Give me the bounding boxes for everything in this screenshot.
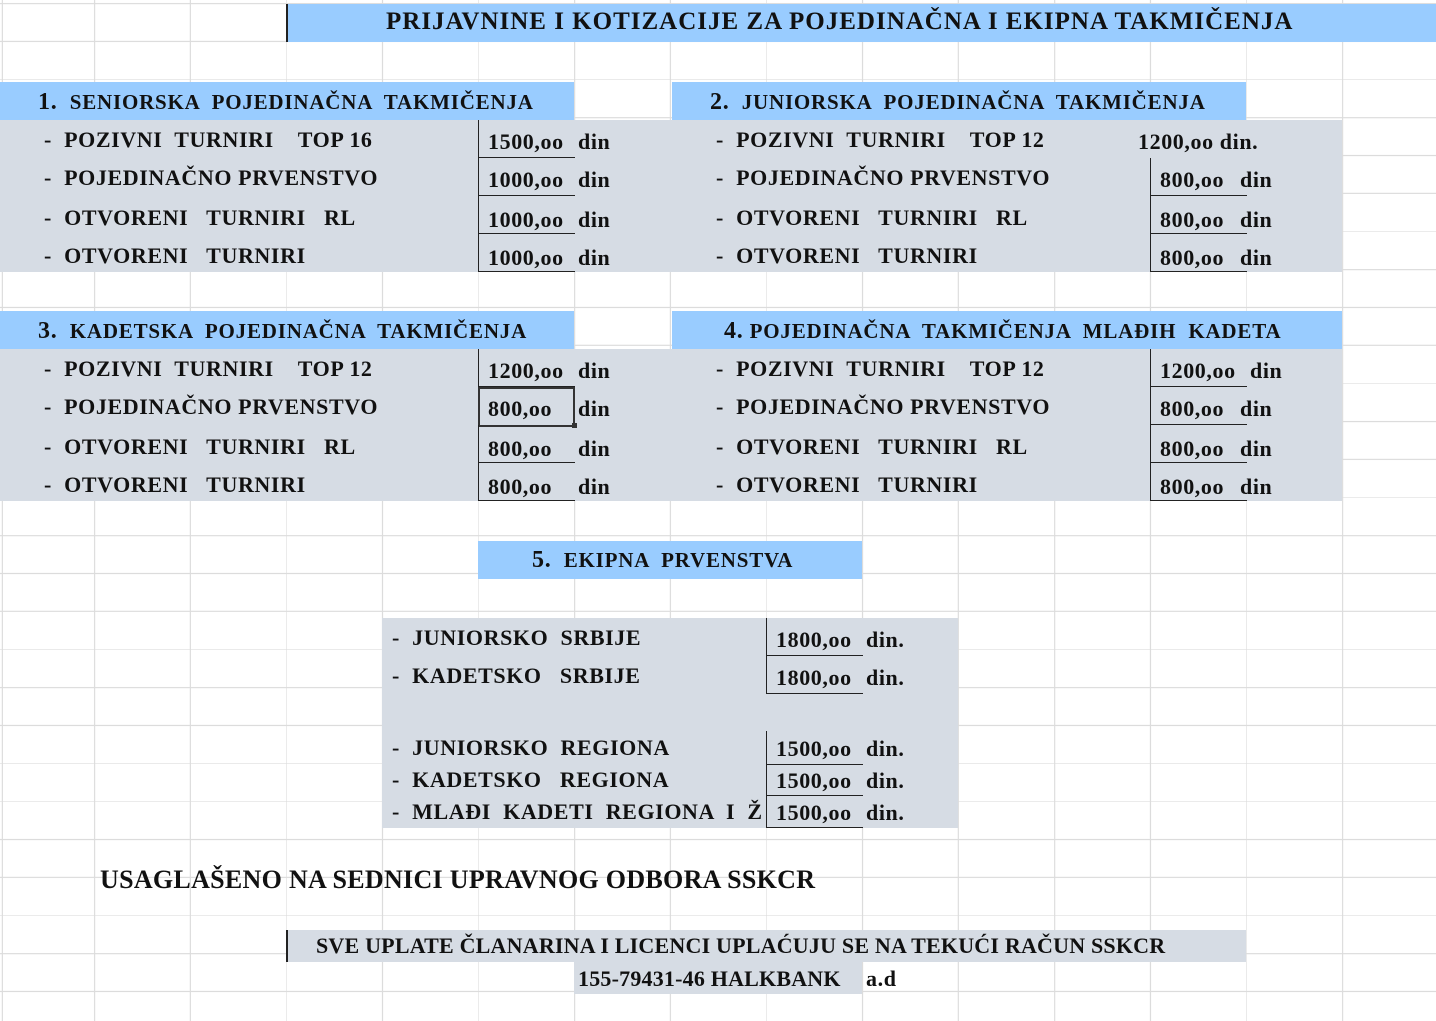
section2-row-label: - POZIVNI TURNIRI TOP 12 xyxy=(716,127,1045,152)
section4-row-label: - OTVORENI TURNIRI xyxy=(716,472,978,497)
section2-row-label: - OTVORENI TURNIRI xyxy=(716,243,978,268)
section4-row-fee: 1200,oo xyxy=(1160,358,1236,383)
section1-row-label: - OTVORENI TURNIRI xyxy=(44,243,306,268)
section4-row-unit: din xyxy=(1240,436,1273,461)
section3-row-label: - OTVORENI TURNIRI RL xyxy=(44,434,356,459)
section2-row-label: - POJEDINAČNO PRVENSTVO xyxy=(716,165,1051,190)
section5-heading-number: 5. xyxy=(532,547,552,573)
section3-row-fee: 800,oo xyxy=(488,474,553,499)
section5-row-unit: din. xyxy=(866,768,905,793)
bank-account: 155-79431-46 HALKBANK xyxy=(578,966,841,991)
section4-row-label: - POZIVNI TURNIRI TOP 12 xyxy=(716,356,1045,381)
section2-row-unit: din xyxy=(1240,167,1273,192)
section1-row-fee: 1000,oo xyxy=(488,245,564,270)
section3-heading-number: 3. xyxy=(38,318,58,344)
section2-heading-text: JUNIORSKA POJEDINAČNA TAKMIČENJA xyxy=(741,90,1206,114)
section3-row-unit: din xyxy=(578,474,611,499)
section5-row-unit: din. xyxy=(866,627,905,652)
section5-row-label: - JUNIORSKO REGIONA xyxy=(392,735,670,760)
section2-row-fee: 800,oo xyxy=(1160,245,1225,270)
section5-row-fee: 1800,oo xyxy=(776,627,852,652)
section3-heading xyxy=(38,318,527,345)
section5-row-unit: din. xyxy=(866,665,905,690)
section3-row-label: - POJEDINAČNO PRVENSTVO xyxy=(44,394,379,419)
section3-row-label: - OTVORENI TURNIRI xyxy=(44,472,306,497)
section1-heading xyxy=(38,89,534,116)
section5-row-fee: 1500,oo xyxy=(776,768,852,793)
section5-row-label: - JUNIORSKO SRBIJE xyxy=(392,625,642,650)
bank-account-suffix: a.d xyxy=(866,966,897,991)
section3-row-fee: 1200,oo xyxy=(488,358,564,383)
section4-row-fee: 800,oo xyxy=(1160,396,1225,421)
section4-row-label: - POJEDINAČNO PRVENSTVO xyxy=(716,394,1051,419)
section5-row-label: - KADETSKO SRBIJE xyxy=(392,663,641,688)
section2-heading xyxy=(710,89,1206,116)
section2-row-label: - OTVORENI TURNIRI RL xyxy=(716,205,1028,230)
section1-heading-text: SENIORSKA POJEDINAČNA TAKMIČENJA xyxy=(69,90,534,114)
section5-row-fee: 1800,oo xyxy=(776,665,852,690)
board-approval-note: USAGLAŠENO NA SEDNICI UPRAVNOG ODBORA SSKCR xyxy=(100,865,816,894)
section1-row-label: - OTVORENI TURNIRI RL xyxy=(44,205,356,230)
section1-row-label: - POZIVNI TURNIRI TOP 16 xyxy=(44,127,373,152)
section1-heading-number: 1. xyxy=(38,89,58,115)
section1-row-fee: 1500,oo xyxy=(488,129,564,154)
section2-row-fee: 1200,oo din. xyxy=(1138,129,1259,154)
section1-row-unit: din xyxy=(578,245,611,270)
section1-row-unit: din xyxy=(578,129,611,154)
section2-row-fee: 800,oo xyxy=(1160,167,1225,192)
section4-row-label: - OTVORENI TURNIRI RL xyxy=(716,434,1028,459)
section5-row-label: - MLAĐI KADETI REGIONA I Ž xyxy=(392,799,763,824)
section4-row-unit: din xyxy=(1250,358,1283,383)
section1-row-unit: din xyxy=(578,207,611,232)
section3-row-unit: din xyxy=(578,358,611,383)
section4-row-unit: din xyxy=(1240,474,1273,499)
section3-row-unit: din xyxy=(578,436,611,461)
section2-heading-number: 2. xyxy=(710,89,730,115)
section5-row-label: - KADETSKO REGIONA xyxy=(392,767,670,792)
section4-heading xyxy=(724,318,1281,345)
section1-row-unit: din xyxy=(578,167,611,192)
section3-heading-text: KADETSKA POJEDINAČNA TAKMIČENJA xyxy=(69,319,528,343)
section3-row-fee: 800,oo xyxy=(488,436,553,461)
section3-row-fee: 800,oo xyxy=(488,396,553,421)
section5-row-unit: din. xyxy=(866,800,905,825)
section1-row-label: - POJEDINAČNO PRVENSTVO xyxy=(44,165,379,190)
section3-row-unit: din xyxy=(578,396,611,421)
section5-row-unit: din. xyxy=(866,736,905,761)
section2-row-unit: din xyxy=(1240,207,1273,232)
section4-heading-text: POJEDINAČNA TAKMIČENJA MLAĐIH KADETA xyxy=(749,319,1282,343)
section5-row-fee: 1500,oo xyxy=(776,736,852,761)
section1-row-fee: 1000,oo xyxy=(488,167,564,192)
section4-row-fee: 800,oo xyxy=(1160,474,1225,499)
section1-row-fee: 1000,oo xyxy=(488,207,564,232)
section4-heading-number: 4. xyxy=(724,318,744,344)
payment-instruction: SVE UPLATE ČLANARINA I LICENCI UPLAĆUJU SE NA TEKUĆI RAČUN SSKCR xyxy=(316,933,1166,958)
section3-row-label: - POZIVNI TURNIRI TOP 12 xyxy=(44,356,373,381)
section5-heading xyxy=(532,547,793,574)
page-title: PRIJAVNINE I KOTIZACIJE ZA POJEDINAČNA I EKIPNA TAKMIČENJA xyxy=(386,8,1294,35)
section4-row-fee: 800,oo xyxy=(1160,436,1225,461)
section2-row-fee: 800,oo xyxy=(1160,207,1225,232)
section2-row-unit: din xyxy=(1240,245,1273,270)
section5-row-fee: 1500,oo xyxy=(776,800,852,825)
section4-row-unit: din xyxy=(1240,396,1273,421)
section5-heading-text: EKIPNA PRVENSTVA xyxy=(563,548,794,572)
